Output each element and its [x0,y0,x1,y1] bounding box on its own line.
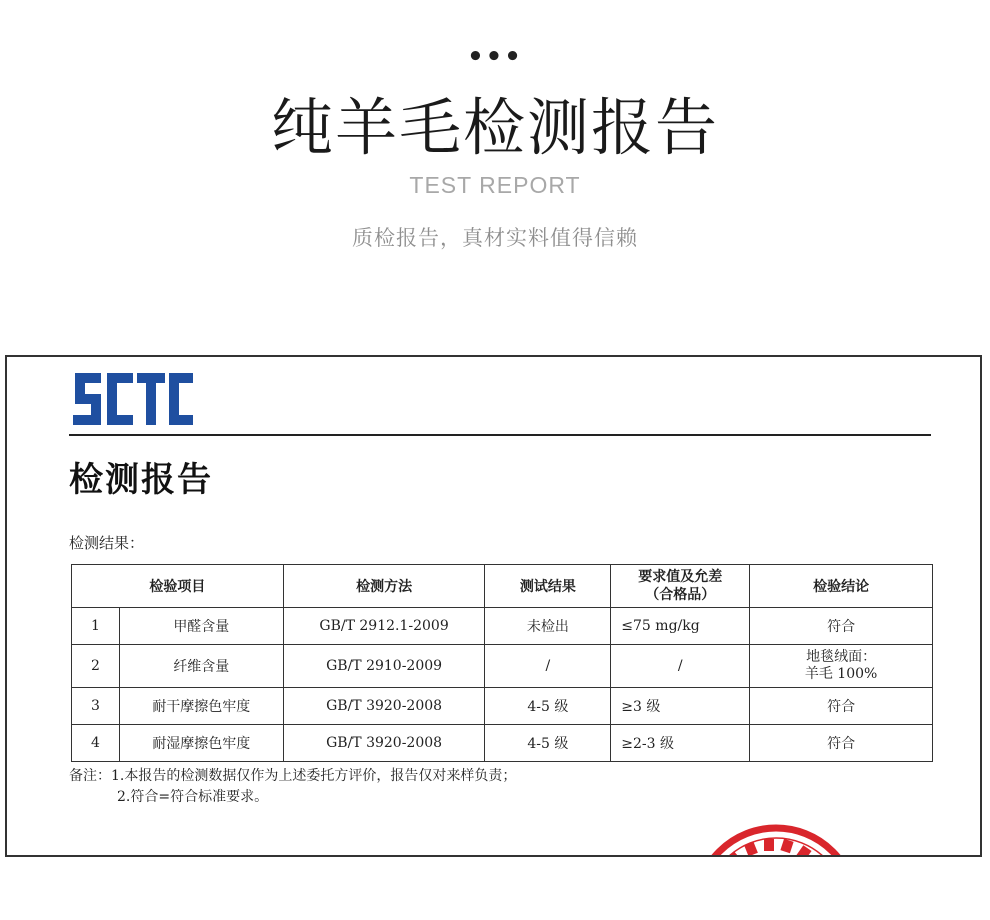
row-item: 耐湿摩擦色牢度 [119,725,283,762]
header-conclusion: 检验结论 [750,565,933,608]
report-title: 检测报告 [69,460,213,500]
results-table [71,564,933,762]
row-item: 甲醛含量 [119,608,283,645]
header-result: 测试结果 [485,565,611,608]
row-conclusion [750,645,933,688]
header-requirement [611,565,750,608]
note-line-1: 备注：1.本报告的检测数据仅作为上述委托方评价，报告仅对来样负责； [69,768,517,784]
row-item: 耐干摩擦色牢度 [119,688,283,725]
row-result: 4-5 级 [485,725,611,762]
page-title: 纯羊毛检测报告 [270,91,719,164]
decorative-dots: ••• [467,42,523,72]
conclusion-line2: 羊毛 100% [804,666,878,682]
header-rule [69,434,931,436]
row-conclusion: 符合 [750,725,933,762]
page-subtitle-english: TEST REPORT [409,172,581,198]
row-number: 3 [72,688,120,725]
row-number: 1 [72,608,120,645]
row-result: 未检出 [485,608,611,645]
row-item: 纤维含量 [119,645,283,688]
report-document-image [5,355,982,857]
row-requirement: ≥3 级 [611,688,750,725]
row-result: 4-5 级 [485,688,611,725]
row-result: / [485,645,611,688]
table-header-row [72,565,933,608]
row-method: GB/T 2912.1-2009 [283,608,485,645]
header-method: 检测方法 [283,565,485,608]
red-seal-stamp [691,823,861,857]
table-row [72,608,933,645]
row-requirement: ≤75 mg/kg [611,608,750,645]
results-label: 检测结果： [69,534,145,552]
report-notes [69,766,516,808]
row-conclusion: 符合 [750,608,933,645]
page-tagline: 质检报告，真材实料值得信赖 [352,226,638,250]
row-method: GB/T 3920-2008 [283,725,485,762]
table-row [72,688,933,725]
row-method: GB/T 2910-2009 [283,645,485,688]
sctc-logo [71,371,195,427]
header-requirement-line1: 要求值及允差 [638,569,723,585]
conclusion-line1: 地毯绒面： [806,649,877,665]
row-number: 4 [72,725,120,762]
row-requirement: ≥2-3 级 [611,725,750,762]
row-method: GB/T 3920-2008 [283,688,485,725]
table-row [72,645,933,688]
header-item: 检验项目 [72,565,284,608]
row-conclusion: 符合 [750,688,933,725]
table-row [72,725,933,762]
header-requirement-line2: （合格品） [645,587,716,603]
row-number: 2 [72,645,120,688]
row-requirement: / [611,645,750,688]
note-line-2: 2.符合=符合标准要求。 [117,789,269,805]
